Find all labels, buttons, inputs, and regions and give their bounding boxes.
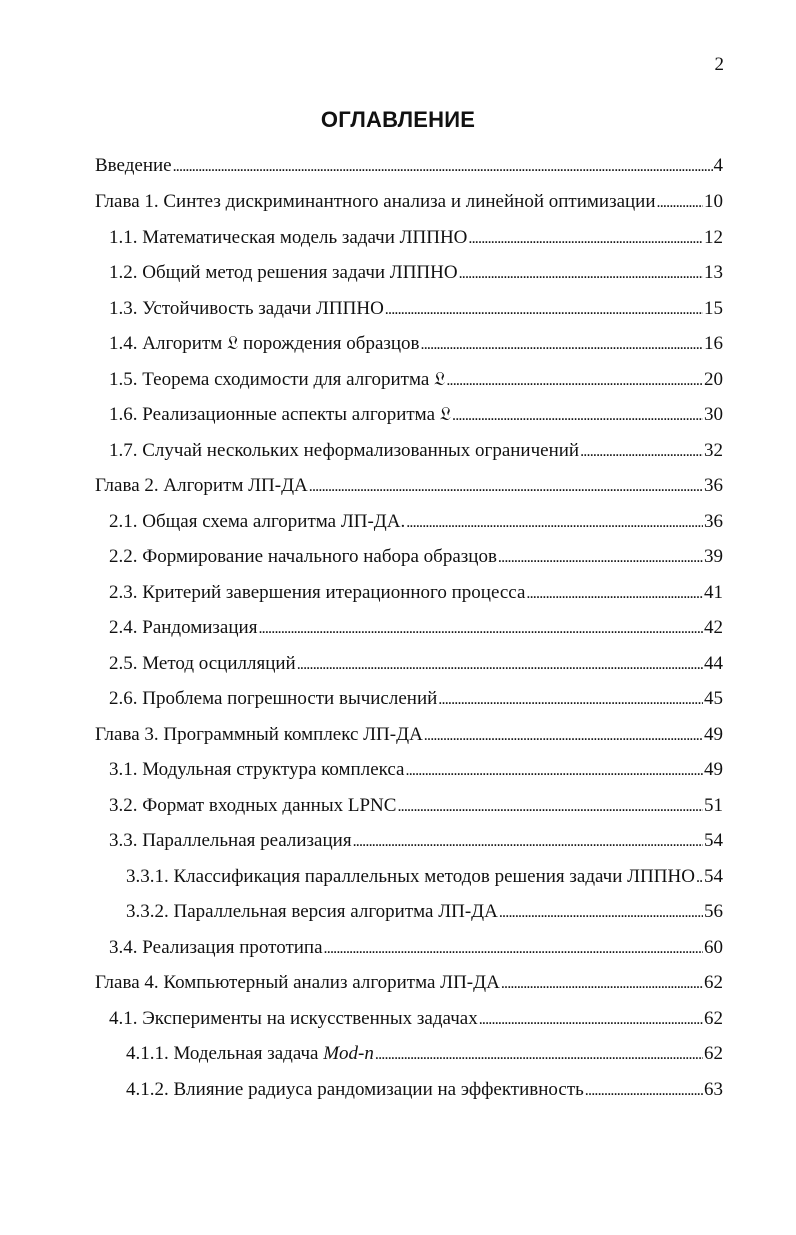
toc-entry-chapter-2[interactable]: Глава 2. Алгоритм ЛП-ДА . . . 36 xyxy=(95,467,723,497)
toc-entry-2-3[interactable]: 2.3. Критерий завершения итерационного процесса . . . 41 xyxy=(95,574,723,604)
toc-entry-4-1-2[interactable]: 4.1.2. Влияние радиуса рандомизации на эффективность . . . 63 xyxy=(95,1071,723,1101)
toc-entry-intro[interactable]: Введение . . . 4 xyxy=(95,147,723,177)
toc-entry-2-5[interactable]: 2.5. Метод осцилляций . . . 44 xyxy=(95,645,723,675)
toc-entry-3-1[interactable]: 3.1. Модульная структура комплекса . . . 49 xyxy=(95,751,723,781)
page-title: ОГЛАВЛЕНИЕ xyxy=(320,107,476,132)
toc-entry-2-4[interactable]: 2.4. Рандомизация . . . 42 xyxy=(95,609,723,639)
toc-entry-chapter-3[interactable]: Глава 3. Программный комплекс ЛП-ДА . . . 49 xyxy=(95,716,723,746)
toc-entry-4-1[interactable]: 4.1. Эксперименты на искусственных задачах . . . 62 xyxy=(95,1000,723,1030)
toc-entry-1-4[interactable]: 1.4. Алгоритм 𝔏 порождения образцов . . . 16 xyxy=(95,325,723,355)
toc-entry-2-6[interactable]: 2.6. Проблема погрешности вычислений . . . 45 xyxy=(95,680,723,710)
toc-entry-1-2[interactable]: 1.2. Общий метод решения задачи ЛППНО . . . 13 xyxy=(95,254,723,284)
toc-entry-3-3[interactable]: 3.3. Параллельная реализация . . . 54 xyxy=(95,822,723,852)
toc-entry-3-3-1[interactable]: 3.3.1. Классификация параллельных методов решения задачи ЛППНО . . . 54 xyxy=(95,858,723,888)
toc-entry-4-1-1[interactable]: 4.1.1. Модельная задача Mod-n . . . 62 xyxy=(95,1035,723,1065)
toc-entry-1-5[interactable]: 1.5. Теорема сходимости для алгоритма 𝔏 . . . 20 xyxy=(95,361,723,391)
toc-entry-chapter-4[interactable]: Глава 4. Компьютерный анализ алгоритма ЛП-ДА . . . 62 xyxy=(95,964,723,994)
page-number: 2 xyxy=(714,54,724,75)
toc-entry-1-6[interactable]: 1.6. Реализационные аспекты алгоритма 𝔏 . . . 30 xyxy=(95,396,723,426)
toc-entry-3-4[interactable]: 3.4. Реализация прототипа . . . 60 xyxy=(95,929,723,959)
toc-entry-2-1[interactable]: 2.1. Общая схема алгоритма ЛП-ДА. . . . 36 xyxy=(95,503,723,533)
toc-entry-1-3[interactable]: 1.3. Устойчивость задачи ЛППНО . . . 15 xyxy=(95,290,723,320)
toc-entry-3-2[interactable]: 3.2. Формат входных данных LPNC . . . 51 xyxy=(95,787,723,817)
toc-entry-1-7[interactable]: 1.7. Случай нескольких неформализованных ограничений . . . 32 xyxy=(95,432,723,462)
toc-entry-2-2[interactable]: 2.2. Формирование начального набора образцов . . . 39 xyxy=(95,538,723,568)
toc-entry-1-1[interactable]: 1.1. Математическая модель задачи ЛППНО . . . 12 xyxy=(95,219,723,249)
toc-entry-chapter-1[interactable]: Глава 1. Синтез дискриминантного анализа и линейной оптимизации . . . 10 xyxy=(95,183,723,213)
toc-entry-3-3-2[interactable]: 3.3.2. Параллельная версия алгоритма ЛП-ДА . . . 56 xyxy=(95,893,723,923)
